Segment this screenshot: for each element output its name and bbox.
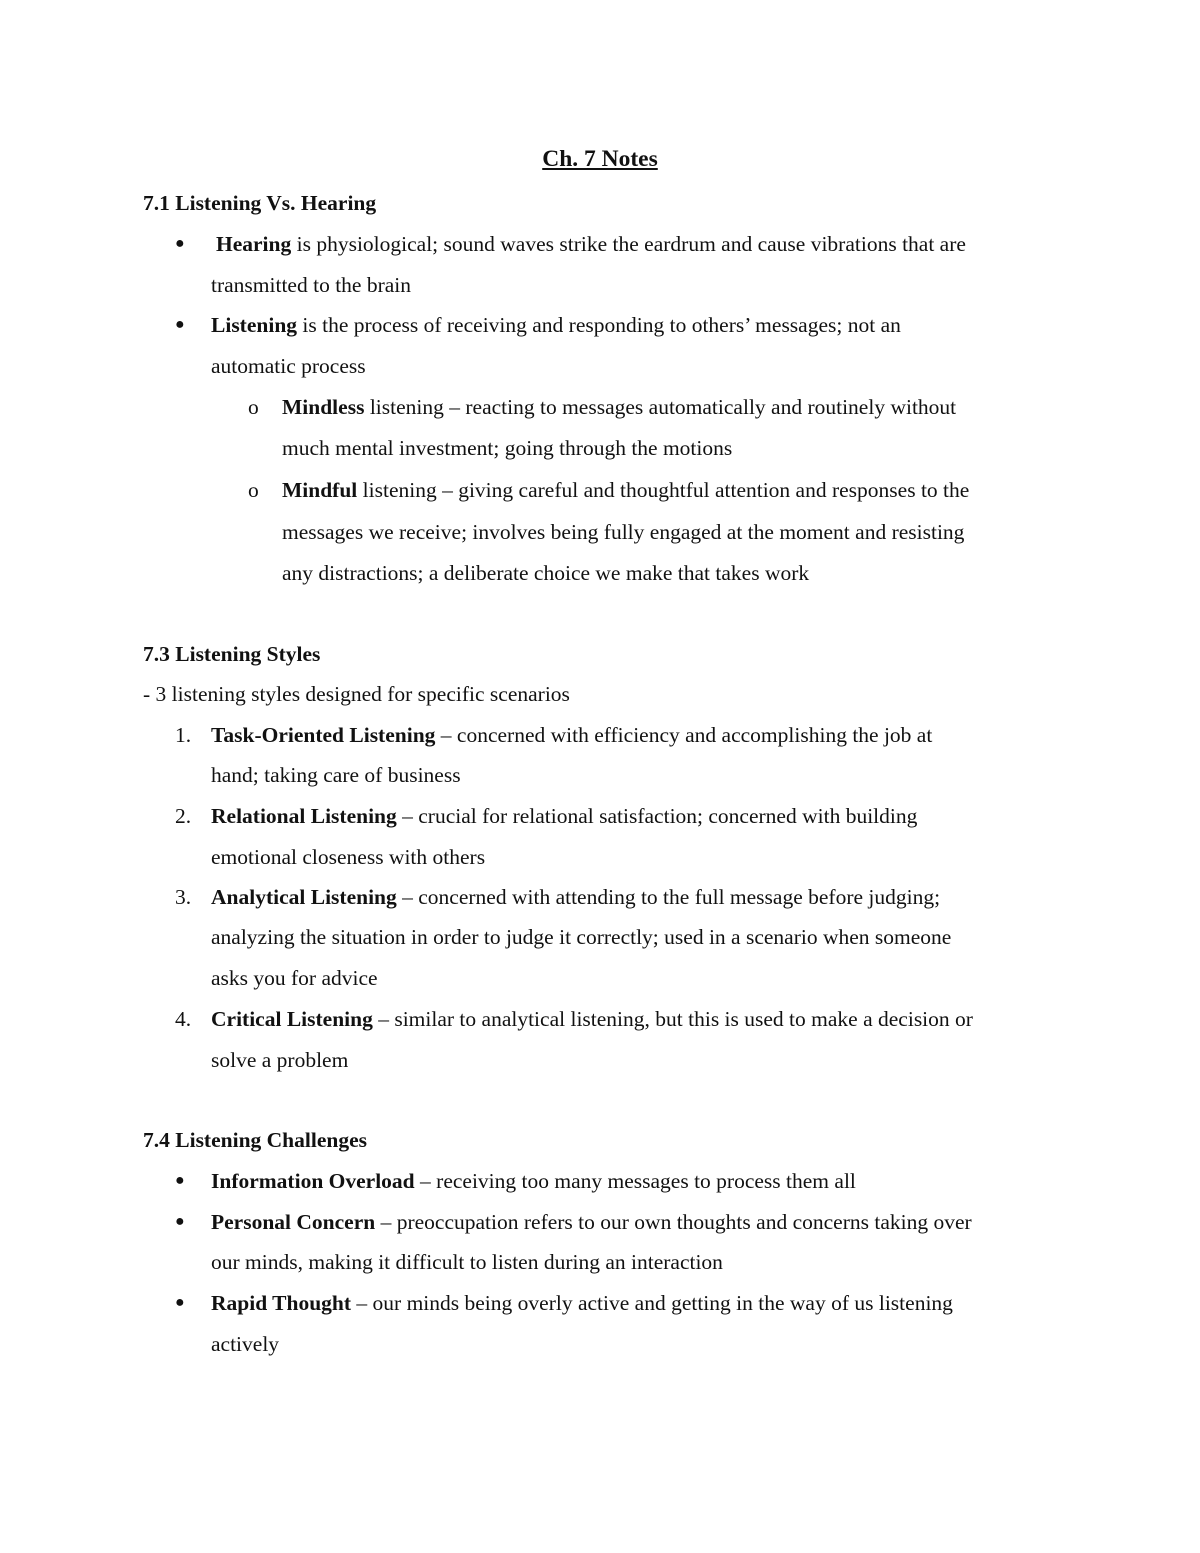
circle-bullet-icon: o bbox=[248, 395, 259, 419]
term-hearing: Hearing bbox=[216, 232, 292, 256]
bullet-icon: ● bbox=[175, 1172, 185, 1189]
list-number: 2. bbox=[175, 804, 192, 828]
term-listening: Listening bbox=[211, 313, 298, 337]
sub-item-mindful: Mindful listening – giving careful and thoughtful attention and responses to the bbox=[282, 478, 970, 502]
list-item-analytical-cont: analyzing the situation in order to judge it correctly; used in a scenario when someone bbox=[211, 925, 952, 949]
section-heading-7-4: 7.4 Listening Challenges bbox=[143, 1128, 367, 1152]
list-item-relational: Relational Listening – crucial for relational satisfaction; concerned with building bbox=[211, 804, 918, 828]
list-item-hearing: Hearing is physiological; sound waves strike the eardrum and cause vibrations that are bbox=[216, 232, 966, 256]
sub-item-mindful-cont2: any distractions; a deliberate choice we make that takes work bbox=[282, 561, 810, 585]
list-number: 4. bbox=[175, 1007, 192, 1031]
term-mindless: Mindless bbox=[282, 395, 365, 419]
section-heading-7-1: 7.1 Listening Vs. Hearing bbox=[143, 191, 377, 215]
list-item-analytical-cont2: asks you for advice bbox=[211, 966, 378, 990]
circle-bullet-icon: o bbox=[248, 478, 259, 502]
list-item-analytical: Analytical Listening – concerned with attending to the full message before judging; bbox=[211, 885, 941, 909]
sub-item-mindless-cont: much mental investment; going through the motions bbox=[282, 436, 733, 460]
list-item-personal-concern: Personal Concern – preoccupation refers to our own thoughts and concerns taking over bbox=[211, 1210, 972, 1234]
list-item-critical-cont: solve a problem bbox=[211, 1048, 349, 1072]
section-heading-7-3: 7.3 Listening Styles bbox=[143, 642, 321, 666]
list-number: 1. bbox=[175, 723, 192, 747]
list-number: 3. bbox=[175, 885, 192, 909]
list-item-information-overload: Information Overload – receiving too many messages to process them all bbox=[211, 1169, 856, 1193]
list-item-task-oriented: Task-Oriented Listening – concerned with efficiency and accomplishing the job at bbox=[211, 723, 933, 747]
list-item-rapid-thought-cont: actively bbox=[211, 1332, 280, 1356]
list-item-task-oriented-cont: hand; taking care of business bbox=[211, 763, 461, 787]
bullet-icon: ● bbox=[175, 1294, 185, 1311]
list-item-relational-cont: emotional closeness with others bbox=[211, 845, 486, 869]
list-item-hearing-cont: transmitted to the brain bbox=[211, 273, 412, 297]
bullet-icon: ● bbox=[175, 235, 185, 252]
term-mindful: Mindful bbox=[282, 478, 358, 502]
list-item-listening: Listening is the process of receiving and responding to others’ messages; not an bbox=[211, 313, 901, 337]
sub-item-mindful-cont1: messages we receive; involves being fully engaged at the moment and resisting bbox=[282, 520, 965, 544]
bullet-icon: ● bbox=[175, 1213, 185, 1230]
list-item-listening-cont: automatic process bbox=[211, 354, 366, 378]
bullet-icon: ● bbox=[175, 316, 185, 333]
sub-item-mindless: Mindless listening – reacting to messages automatically and routinely without bbox=[282, 395, 957, 419]
list-item-rapid-thought: Rapid Thought – our minds being overly active and getting in the way of us listening bbox=[211, 1291, 953, 1315]
page-title: Ch. 7 Notes bbox=[542, 146, 658, 172]
list-item-critical: Critical Listening – similar to analytical listening, but this is used to make a decision or bbox=[211, 1007, 973, 1031]
list-item-personal-concern-cont: our minds, making it difficult to listen during an interaction bbox=[211, 1250, 723, 1274]
section-intro: - 3 listening styles designed for specific scenarios bbox=[143, 682, 570, 706]
